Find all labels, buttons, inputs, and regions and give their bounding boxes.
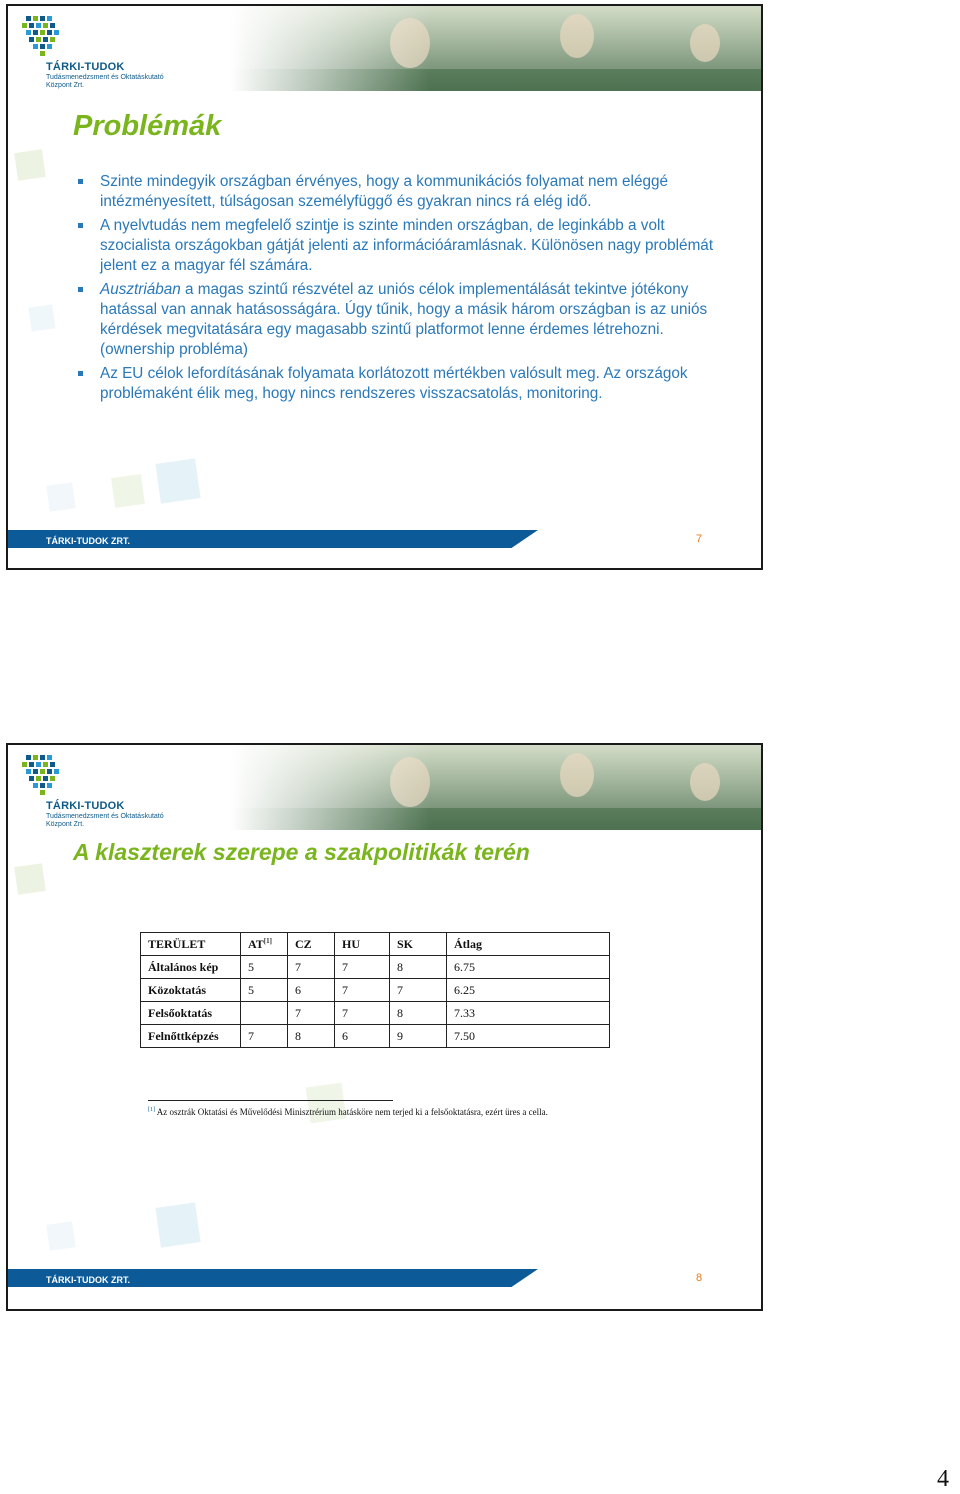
table-cell: 5 [241, 956, 288, 979]
tarki-tudok-logo [20, 753, 190, 829]
footnote-mark[interactable]: [1] [148, 1107, 155, 1113]
decor-square [28, 304, 55, 331]
table-cell: 6 [288, 979, 335, 1002]
table-cell: 9 [390, 1025, 447, 1048]
header-cell: Átlag [447, 933, 610, 956]
footer-text: TÁRKI-TUDOK ZRT. [46, 536, 130, 546]
table-cell: 5 [241, 979, 288, 1002]
table-row [141, 1002, 610, 1025]
table-row [141, 1025, 610, 1048]
table-cell: 7 [241, 1025, 288, 1048]
bullet-square-icon [78, 287, 83, 292]
decor-square [14, 149, 46, 181]
logo-name: TÁRKI-TUDOK [46, 61, 125, 73]
table-cell: 7 [390, 979, 447, 1002]
table-cell: 7 [288, 956, 335, 979]
table-cell: 7 [288, 1002, 335, 1025]
decor-square [155, 458, 200, 503]
bullet-item: A nyelvtudás nem megfelelő szintje is szinte minden országban, de leginkább a volt szocialista országokban gátját jelenti az információáramlásnak. Különösen nagy problémát jelent ez a magyar fél számára. [78, 216, 718, 276]
table-cell: 6.25 [447, 979, 610, 1002]
slide-title: Problémák [73, 110, 222, 142]
table-cell: 8 [390, 956, 447, 979]
tarki-tudok-logo [20, 14, 190, 90]
bullet-item: Az EU célok lefordításának folyamata korlátozott mértékben valósult meg. Az országok problémaként élik meg, hogy nincs rendszeres visszacsatolás, monitoring. [78, 364, 718, 404]
header-cell: CZ [288, 933, 335, 956]
header-cell: TERÜLET [141, 933, 241, 956]
decor-square [306, 1083, 347, 1124]
header-cell: AT[1] [241, 933, 288, 956]
table-cell: 7.33 [447, 1002, 610, 1025]
footnote: [1] Az osztrák Oktatási és Művelődési Minisztrérium hatásköre nem terjed ki a felsőoktatásra, ezért üres a cella. [148, 1107, 548, 1117]
table-cell [241, 1002, 288, 1025]
logo-name: TÁRKI-TUDOK [46, 800, 125, 812]
decor-square [46, 482, 75, 511]
slide-8 [6, 743, 763, 1311]
table-header-row [141, 933, 610, 956]
bullet-list [78, 172, 718, 408]
table-row [141, 956, 610, 979]
header-cell: SK [390, 933, 447, 956]
table-cell: 8 [390, 1002, 447, 1025]
bullet-item: Ausztriában a magas szintű részvétel az uniós célok implementálását tekintve jótékony hatással van annak hatásosságára. Úgy tűnik, hogy a másik három országban is az uniós kérdések megvitatására egy magasabb szintű platformot lenne érdemes létrehozni. (ownership probléma) [78, 280, 718, 360]
table-cell: 6.75 [447, 956, 610, 979]
slide-page-number: 7 [696, 533, 703, 545]
decor-square [111, 474, 145, 508]
slide-7 [6, 4, 763, 570]
footer-text: TÁRKI-TUDOK ZRT. [46, 1275, 130, 1285]
logo-grid-icon [20, 753, 64, 797]
table-cell: 6 [335, 1025, 390, 1048]
footnote-divider [148, 1100, 393, 1101]
header-photo-classroom [230, 745, 763, 830]
bullet-square-icon [78, 223, 83, 228]
sheet-page-number: 4 [937, 1466, 949, 1492]
bullet-item: Szinte mindegyik országban érvényes, hogy a kommunikációs folyamat nem eléggé intézményesített, túlságosan személyfüggő és gyakran nincs rá elég idő. [78, 172, 718, 212]
slide-page-number: 8 [696, 1272, 703, 1284]
table-cell: Közoktatás [141, 979, 241, 1002]
bullet-square-icon [78, 179, 83, 184]
bullet-square-icon [78, 371, 83, 376]
decor-square [14, 863, 46, 895]
table-cell: 7 [335, 1002, 390, 1025]
logo-subtitle: Tudásmenedzsment és Oktatáskutató Központ Zrt. [46, 813, 164, 828]
decor-square [155, 1202, 200, 1247]
footnote-ref[interactable]: [1] [263, 936, 272, 945]
cluster-scores-table [140, 932, 610, 1048]
table-cell: Felsőoktatás [141, 1002, 241, 1025]
table-row [141, 979, 610, 1002]
decor-square [46, 1221, 75, 1250]
header-photo-classroom [230, 6, 763, 91]
table-cell: 7.50 [447, 1025, 610, 1048]
logo-subtitle: Tudásmenedzsment és Oktatáskutató Központ Zrt. [46, 74, 164, 89]
header-cell: HU [335, 933, 390, 956]
table-cell: 7 [335, 979, 390, 1002]
table-cell: Általános kép [141, 956, 241, 979]
logo-grid-icon [20, 14, 64, 58]
table-cell: Felnőttképzés [141, 1025, 241, 1048]
table-cell: 8 [288, 1025, 335, 1048]
table-cell: 7 [335, 956, 390, 979]
slide-title: A klaszterek szerepe a szakpolitikák terén [73, 839, 530, 865]
country-emphasis: Ausztriában [100, 281, 181, 298]
